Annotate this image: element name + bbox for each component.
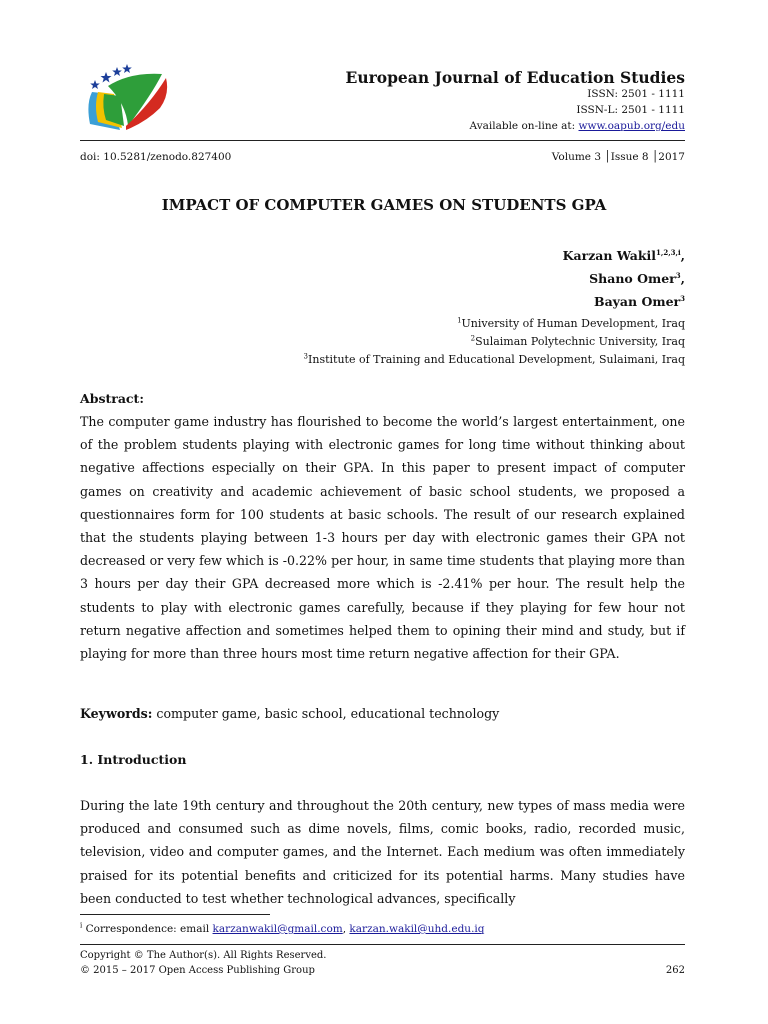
footer-divider — [80, 944, 685, 945]
volume-issue: Volume 3 │Issue 8 │2017 — [551, 151, 685, 163]
doi: doi: 10.5281/zenodo.827400 — [80, 151, 232, 163]
abstract-heading: Abstract: — [80, 391, 144, 406]
keywords-list: computer game, basic school, educational technology — [152, 706, 500, 721]
author: Shano Omer$^3$, — [589, 270, 685, 286]
author: Bayan Omer$^3$ — [594, 293, 685, 309]
paper-title: IMPACT OF COMPUTER GAMES ON STUDENTS GPA — [161, 196, 607, 214]
affiliation: $^3$Institute of Training and Educational Development, Sulaimani, Iraq — [303, 352, 685, 366]
author: Karzan Wakil$^{1,2,3,i}$, — [562, 247, 685, 263]
keywords — [80, 706, 499, 721]
issn: ISSN: 2501 - 1111 — [587, 88, 685, 100]
keywords-label: Keywords: — [80, 706, 153, 721]
availability-label: Available on-line at: — [469, 120, 579, 132]
section-heading: 1. Introduction — [80, 752, 187, 767]
email-link[interactable]: karzan.wakil@uhd.edu.iq — [349, 923, 485, 935]
issn-l: ISSN-L: 2501 - 1111 — [576, 104, 685, 116]
journal-url-link[interactable]: www.oapub.org/edu — [578, 120, 685, 132]
affiliation: $^1$University of Human Development, Iraq — [457, 316, 685, 330]
page-number: 262 — [665, 965, 685, 976]
journal-logo-icon — [80, 64, 170, 134]
availability — [470, 120, 685, 132]
header-divider — [80, 140, 685, 141]
affiliation: $^2$Sulaiman Polytechnic University, Iraq — [470, 334, 685, 348]
footnote-divider — [80, 914, 270, 915]
journal-title: European Journal of Education Studies — [345, 68, 685, 87]
email-link[interactable]: karzanwakil@gmail.com — [212, 923, 343, 935]
footnote: $^i$ Correspondence: email karzanwakil@gmail.com, karzan.wakil@uhd.edu.iq — [80, 921, 485, 935]
copyright: Copyright © The Author(s). All Rights Reserved. — [80, 950, 327, 961]
publisher-copyright: © 2015 – 2017 Open Access Publishing Group — [80, 965, 315, 976]
abstract-text: The computer game industry has flourished to become the world’s largest entertainment, one of the problem students playing with electronic games for long time without thinking about negative affections especially on their GPA. In this paper to present impact of computer games on creativity and academic achievement of basic school students, we proposed a questionnaires form for 100 students at basic schools. The result of our research explained that the students playing between 1-3 hours per day with electronic games their GPA not decreased or very few which is -0.22% per hour, in same time students that playing more than 3 hours per day their GPA decreased more which is -2.41% per hour. The result help the students to play with electronic games carefully, because if they playing for few hour not return negative affection and sometimes helped them to opining their mind and study, but if playing for more than three hours most time return negative affection for their GPA. — [80, 414, 685, 662]
introduction-text: During the late 19th century and throughout the 20th century, new types of mass media were produced and consumed such as dime novels, films, comic books, radio, recorded music, television, video and computer games, and the Internet. Each medium was often immediately praised for its potential benefits and criticized for its potential harms. Many studies have been conducted to test whether technological advances, specifically — [80, 798, 685, 906]
